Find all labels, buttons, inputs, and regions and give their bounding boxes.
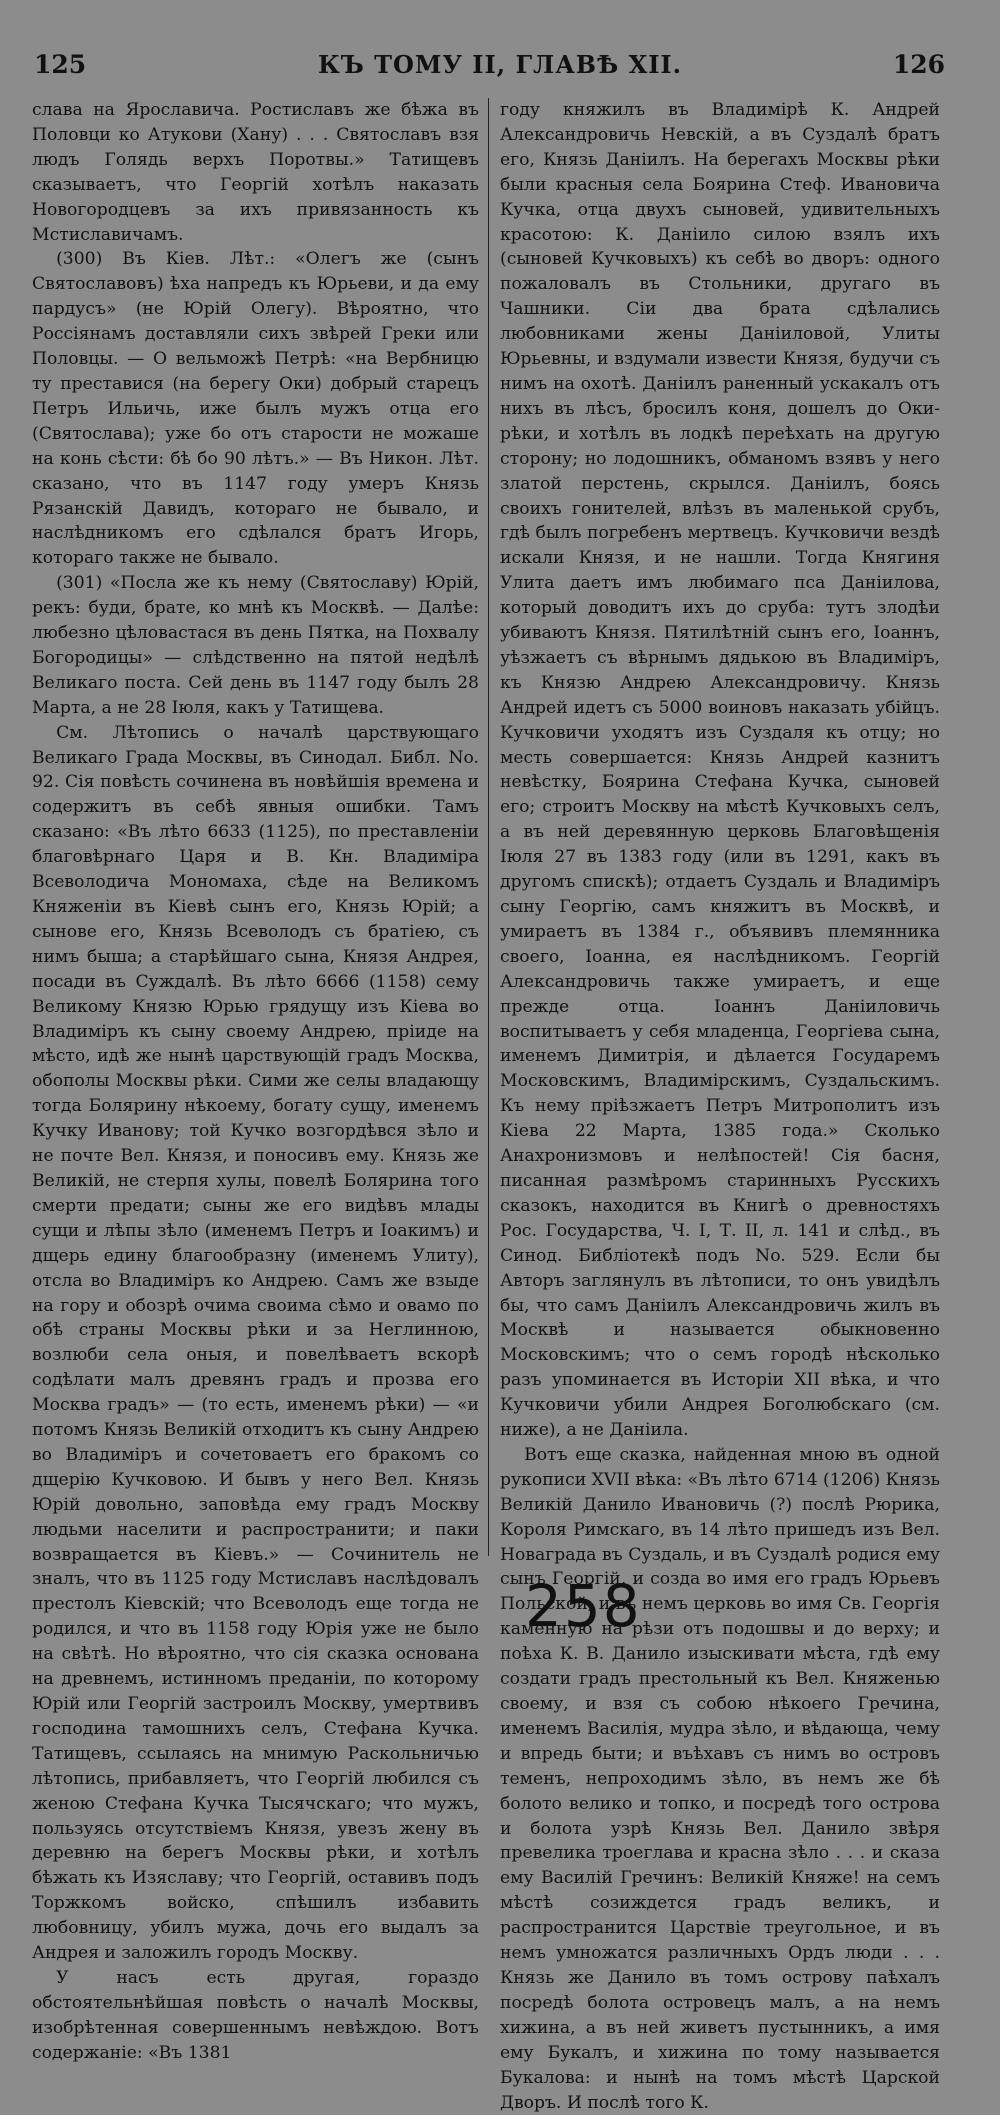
paragraph: (301) «Посла же къ нему (Святославу) Юрій, рекъ: буди, брате, ко мнѣ къ Москвѣ. — Далѣе: любезно цѣловастася въ день Пятка, на Похвалу Богородицы» — слѣдственно на пятой недѣлѣ Великаго поста. Сей день въ 1147 году былъ 28 Марта, а не 28 Іюля, какъ у Татищева. [32,573,479,718]
paragraph: году княжилъ въ Владимірѣ К. Андрей Александровичь Невскій, а въ Суздалѣ братъ его, Князь Даніилъ. На берегахъ Москвы рѣки были красныя села Боярина Стеф. Ивановича Кучка, отца двухъ сыновей, удивительныхъ красотою: К. Даніило силою взялъ ихъ (сыновей Кучковыхъ) къ себѣ во дворъ: одного пожаловалъ въ Стольники, другаго въ Чашники. Сіи два брата сдѣлались любовниками жены Даніиловой, Улиты Юрьевны, и вздумали извести Князя, будучи съ нимъ на охотѣ. Даніилъ раненный ускакалъ отъ нихъ въ лѣсъ, бросилъ коня, дошелъ до Оки-рѣки, и хотѣлъ въ лодкѣ переѣхать на другую сторону; но лодошникъ, обманомъ взявъ у него златой перстень, скрылся. Даніилъ, боясь своихъ гонителей, влѣзъ въ маленькой срубъ, гдѣ былъ погребенъ мертвецъ. Кучковичи вездѣ искали Князя, и не нашли. Тогда Княгиня Улита даетъ имъ любимаго пса Даніилова, который доводитъ ихъ до сруба: тутъ злодѣи убиваютъ Князя. Пятилѣтній сынъ его, Іоаннъ, уѣзжаетъ съ вѣрнымъ дядькою въ Владиміръ, къ Князю Андрею Александровичу. Князь Андрей идетъ съ 5000 воиновъ наказать убійцъ. Кучковичи уходятъ изъ Суздаля къ отцу; но месть совершается: Князь Андрей казнитъ невѣстку, Боярина Стефана Кучка, сыновей его; строитъ Москву на мѣстѣ Кучковыхъ селъ, а въ ней деревянную церковь Благовѣщенія Іюля 27 въ 1383 году (или въ 1291, какъ въ другомъ спискѣ); отдаетъ Суздаль и Владиміръ сыну Георгію, самъ княжитъ въ Москвѣ, и умираетъ въ 1384 г., объявивъ племянника своего, Іоанна, ея наслѣдникомъ. Георгій Александровичь также умираетъ, и еще прежде отца. Іоаннъ Даніиловичь воспитываетъ у себя младенца, Георгіева сына, именемъ Димитрія, и дѣлается Государемъ Московскимъ, Владимірскимъ, Суздальскимъ. Къ нему пріѣзжаетъ Петръ Митрополитъ изъ Кіева 22 Марта, 1385 года.» Сколько Анахронизмовъ и нелѣпостей! Сія басня, писанная размѣромъ старинныхъ Русскихъ сказокъ, находится въ Книгѣ о древностяхъ Рос. Государства, Ч. I, Т. II, л. 141 и слѣд., въ Синод. Библіотекѣ подъ No. 529. Если бы Авторъ заглянулъ въ лѣтописи, то онъ увидѣлъ бы, что самъ Даніилъ Александровичь жилъ въ Москвѣ и называется обыкновенно Московскимъ; что о семъ городѣ нѣсколько разъ упоминается въ Исторіи XII вѣка, и что Кучковичи убили Андрея Боголюбскаго (см. ниже), а не Даніила. [500,100,940,1441]
column-divider [488,98,489,1556]
paragraph: Вотъ еще сказка, найденная мною въ одной рукописи XVII вѣка: «Въ лѣто 6714 (1206) Князь Великій Данило Ивановичь (?) послѣ Рюрика, Короля Римскаго, въ 14 лѣто пришедъ изъ Вел. Новаграда въ Суздаль, и въ Суздалѣ родися ему сынъ Георгій, и созда во имя его градъ Юрьевъ Польской, и въ немъ церковь во имя Св. Георгія каменную на рѣзи отъ подошвы и до верху; и поѣха К. В. Данило изыскивати мѣста, гдѣ ему создати градъ престольный къ Вел. Княженью своему, и взя съ собою нѣкоего Гречина, именемъ Василія, мудра зѣло, и вѣдающа, чему и впредь быти; и въѣхавъ съ нимъ во островъ теменъ, непроходимъ зѣло, въ немъ же бѣ болото велико и топко, и посредѣ того острова и болота узрѣ Князь Вел. Данило звѣря превелика троеглава и красна зѣло . . . и сказа ему Василій Гречинъ: Великій Княже! на семъ мѣстѣ созиждется градъ великъ, и распространится Царствіе треугольное, и въ немъ умножатся различныхъ Ордъ люди . . . Князь же Данило въ томъ острову паѣхалъ посредѣ болота островецъ малъ, а на немъ хижина, а въ ней живетъ пустынникъ, а имя ему Букалъ, и хижина по тому называется Букалова: и нынѣ на томъ мѣстѣ Царской Дворъ. И послѣ того К. [500,1444,940,2113]
paragraph: (300) Въ Кіев. Лѣт.: «Олегъ же (сынъ Святославовъ) ѣха напредъ къ Юрьеви, и да ему пардусъ» (не Юрій Олегу). Вѣроятно, что Россіянамъ доставляли сихъ звѣрей Греки или Половцы. — О вельможѣ Петрѣ: «на Вербницю ту преставися (на берегу Оки) добрый старецъ Петръ Ильичь, иже былъ мужъ отца его (Святослава); уже бо отъ старости не можаше на конь сѣсти: бѣ бо 90 лѣтъ.» — Въ Никон. Лѣт. сказано, что въ 1147 году умеръ Князь Рязанскій Давидъ, котораго не бывало, и наслѣдникомъ его сдѣлался братъ Игорь, котораго также не бывало. [32,249,479,569]
page-header [0,50,1000,90]
handwritten-page-number: 258 [525,1572,642,1640]
page-number-left: 125 [34,50,87,79]
running-head: КЪ ТОМУ II, ГЛАВѢ XII. [317,50,682,79]
left-column [32,98,479,2063]
paragraph: См. Лѣтопись о началѣ царствующаго Великаго Града Москвы, въ Синодал. Библ. No. 92. Сія повѣсть сочинена въ новѣйшія времена и содержитъ въ себѣ явныя ошибки. Тамъ сказано: «Въ лѣто 6633 (1125), по преставленіи благовѣрнаго Царя и В. Кн. Владиміра Всеволодича Мономаха, сѣде на Великомъ Княженіи въ Кіевѣ сынъ его, Князь Юрій; а сынове его, Князь Всеволодъ съ братіею, съ нимъ быша; а старѣйшаго сына, Князя Андрея, посади въ Суждалѣ. Въ лѣто 6666 (1158) сему Великому Князю Юрью грядущу изъ Кіева во Владиміръ къ сыну своему Андрею, пріиде на мѣсто, идѣ же нынѣ царствующій градъ Москва, обополы Москвы рѣки. Сими же селы владающу тогда Болярину нѣкоему, богату сущу, именемъ Кучку Иванову; той Кучко возгордѣвся зѣло и не почте Вел. Князя, и поносивъ ему. Князь же Великій, не стерпя хулы, повелѣ Болярина того смерти предати; сыны же его видѣвъ млады сущи и лѣпы зѣло (именемъ Петръ и Іоакимъ) и дщерь едину благообразну (именемъ Улиту), отсла во Владиміръ ко Андрею. Самъ же взыде на гору и обозрѣ очима своима сѣмо и овамо по обѣ страны Москвы рѣки и за Неглинною, возлюби села оныя, и повелѣваетъ вскорѣ содѣлати малъ древянъ градъ и прозва его Москва градъ» — (то есть, именемъ рѣки) — «и потомъ Князь Великій отходитъ къ сыну Андрею во Владиміръ и сочетоваетъ его бракомъ со дщерію Кучковою. И бывъ у него Вел. Князь Юрій довольно, заповѣда ему градъ Москву людьми населити и распространити; и паки возвращается въ Кіевъ.» — Сочинитель не зналъ, что въ 1125 году Мстиславъ наслѣдовалъ престолъ Кіевскій; что Всеволодъ еще тогда не родился, и что въ 1158 году Юрія уже не было на свѣтѣ. Но вѣроятно, что сія сказка основана на древнемъ, истинномъ преданіи, по которому Юрій или Георгій застроилъ Москву, умертвивъ господина тамошнихъ селъ, Стефана Кучка. Татищевъ, ссылаясь на мнимую Раскольничью лѣтопись, прибавляетъ, что Георгій любился съ женою Стефана Кучка Тысячскаго; что мужъ, пользуясь отсутствіемъ Князя, увезъ жену въ деревню на берегъ Москвы рѣки, и хотѣлъ бѣжать къ Изяславу; что Георгій, оставивъ подъ Торжкомъ войско, спѣшилъ избавить любовницу, убилъ мужа, дочь его выдалъ за Андрея и заложилъ городъ Москву. [32,722,479,1964]
paragraph: слава на Ярославича. Ростиславъ же бѣжа въ Половци ко Атукови (Хану) . . . Святославъ взя людъ Голядь верхъ Поротвы.» Татищевъ сказываетъ, что Георгій хотѣлъ наказать Новогородцевъ за ихъ привязанность къ Мстиславичамъ. [32,100,479,245]
page-number-right: 126 [892,50,945,79]
paragraph: У насъ есть другая, гораздо обстоятельнѣйшая повѣсть о началѣ Москвы, изобрѣтенная совершеннымъ невѣждою. Вотъ содержаніе: «Въ 1381 [32,1967,479,2063]
